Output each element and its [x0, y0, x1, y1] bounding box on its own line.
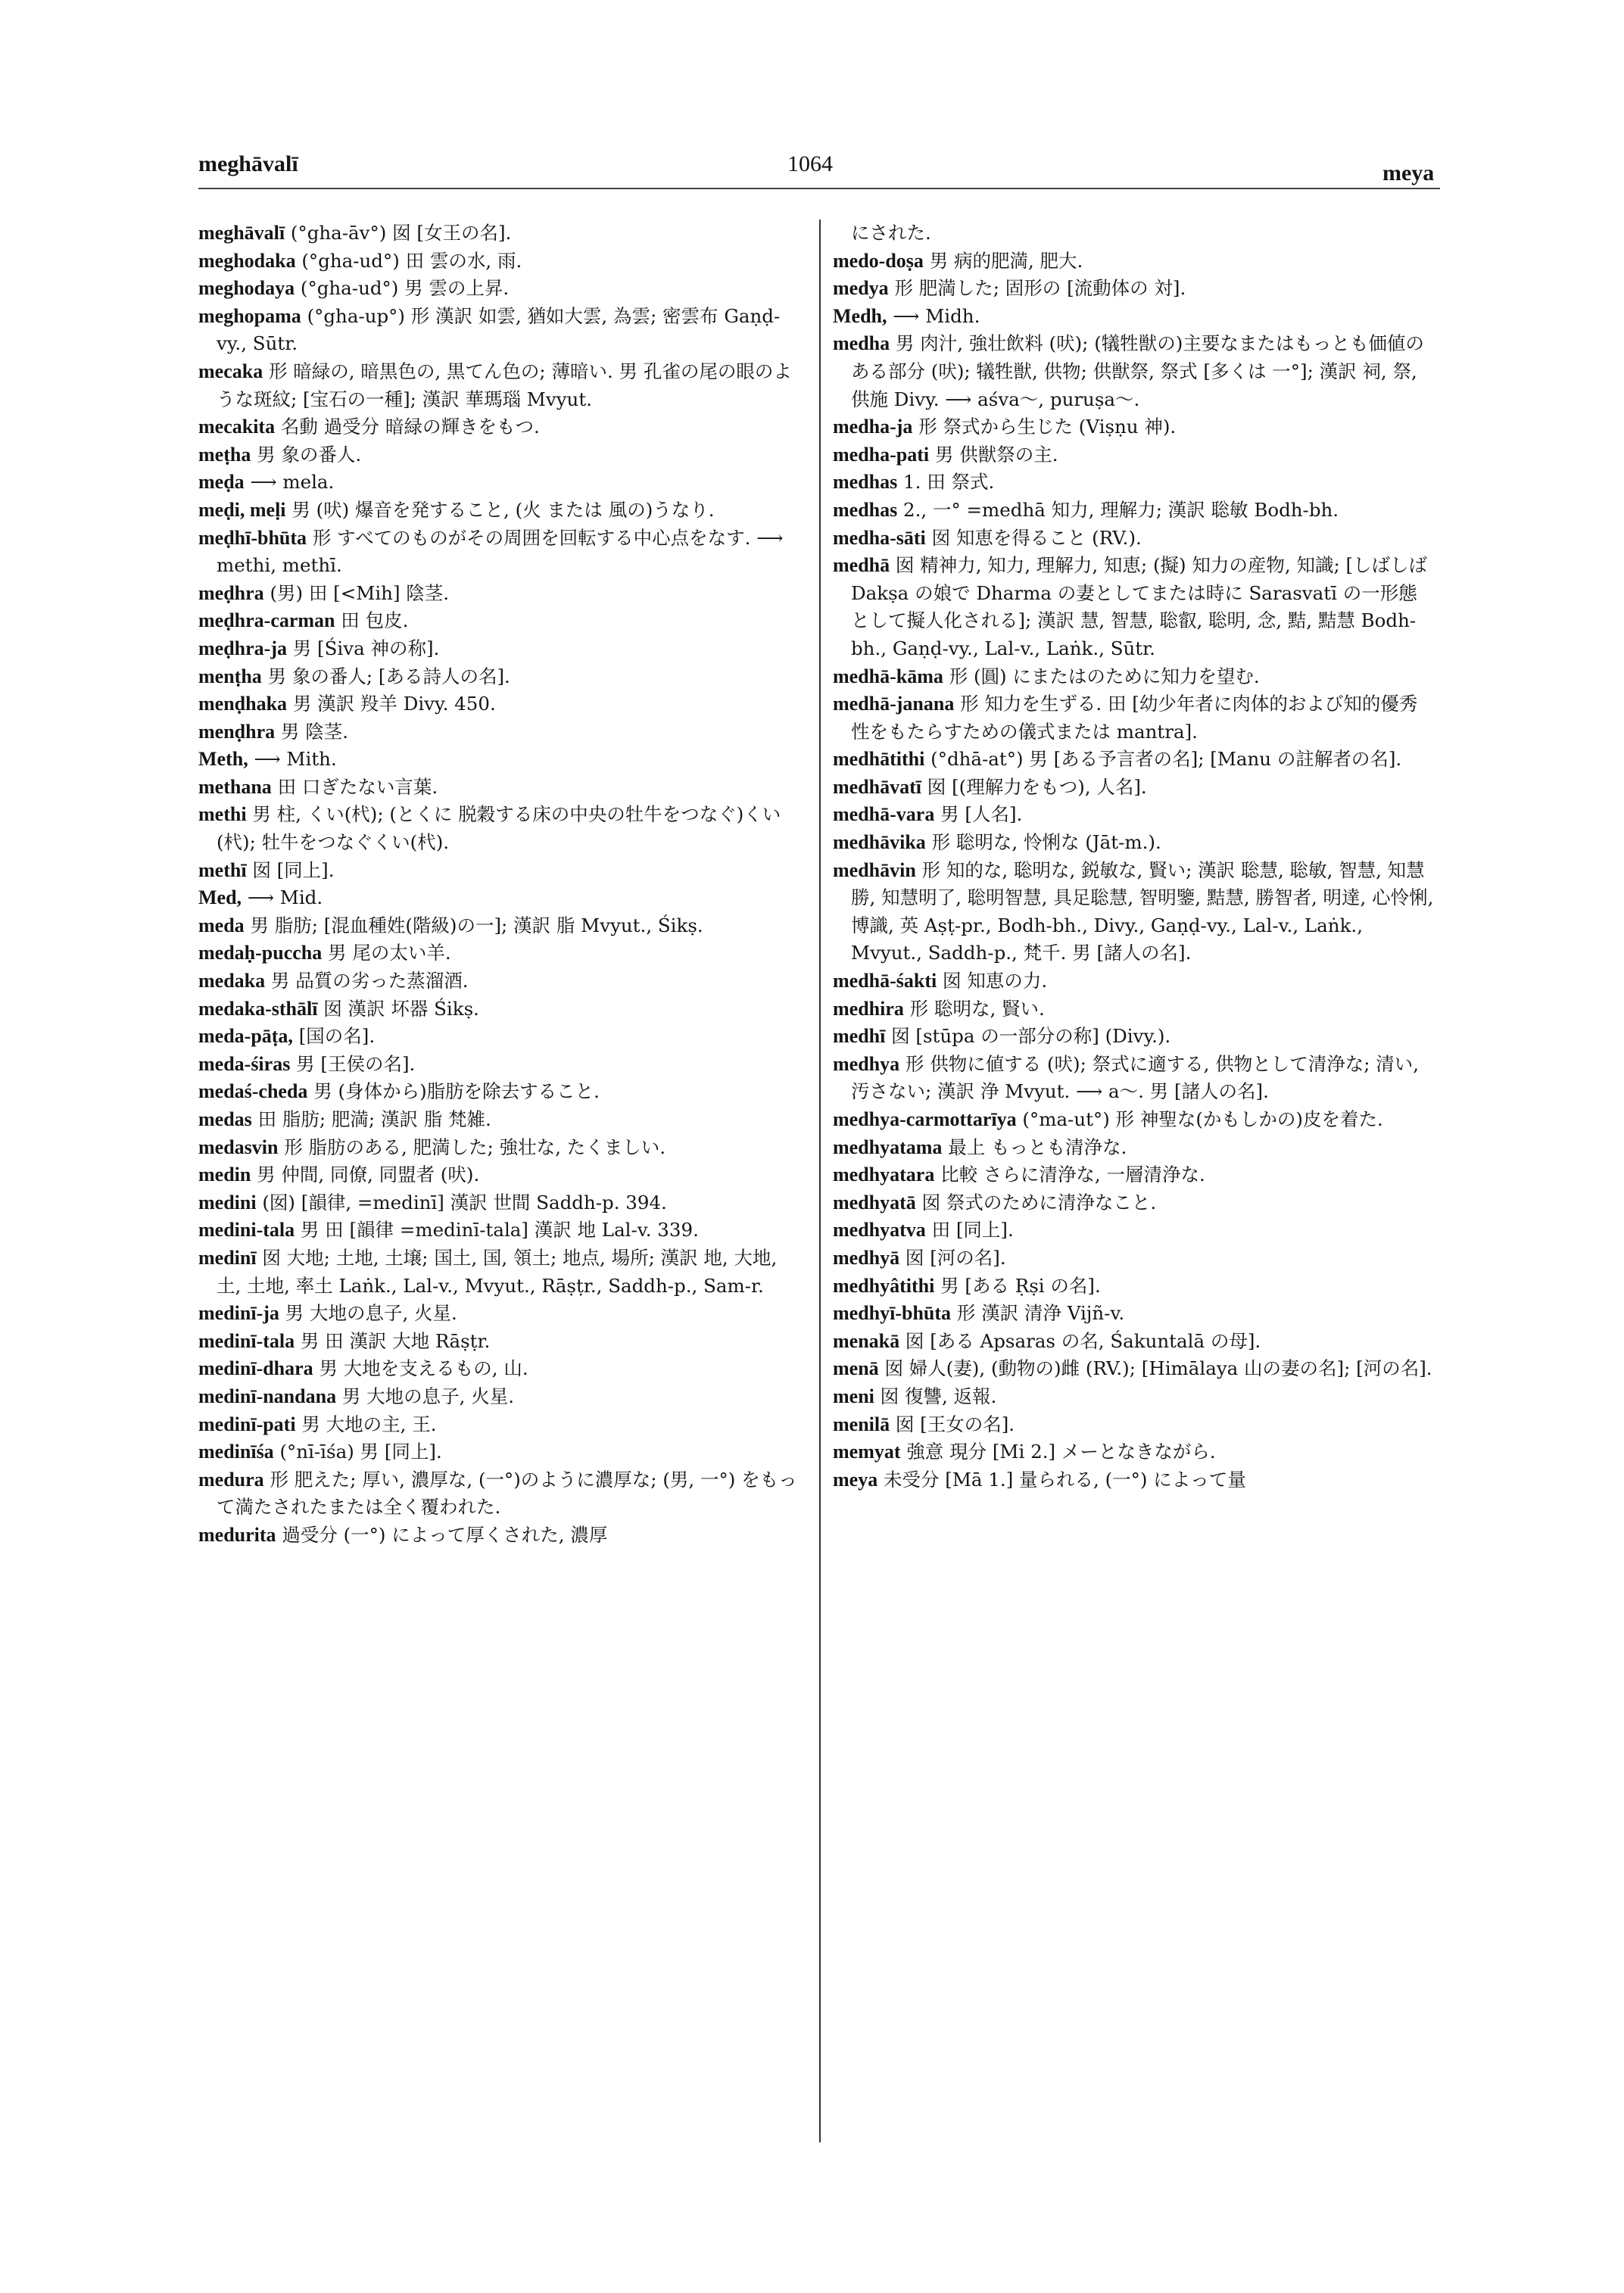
dictionary-entry: [833, 1300, 1435, 1328]
entry-headword: medhira: [833, 997, 904, 1020]
entry-headword: menakā: [833, 1329, 900, 1352]
dictionary-entry: [833, 248, 1435, 276]
entry-definition: 田 脂肪; 肥満; 漢訳 脂 梵雑.: [251, 1108, 491, 1130]
dictionary-entry: [833, 663, 1435, 691]
entry-definition: 1. 田 祭式.: [897, 471, 995, 494]
entry-definition: 形 脂肪のある, 肥満した; 強壮な, たくましい.: [278, 1136, 666, 1158]
entry-definition: ⟶ mela.: [244, 471, 335, 494]
entry-definition: 男 (吠) 爆音を発すること, (火 または 風の)うなり.: [285, 498, 715, 521]
dictionary-entry: [198, 663, 800, 691]
entry-definition: 男 [ある Ṛṣi の名].: [934, 1274, 1101, 1297]
dictionary-entry: [833, 690, 1435, 746]
entry-definition: 形 知的な, 聡明な, 鋭敏な, 賢い; 漢訳 聡慧, 聡敏, 智慧, 知慧勝, 知慧明了, 聡明智慧, 具足聡慧, 智明鑒, 黠慧, 勝智者, 明達, 心怜悧, 博識, 英 Aṣṭ-pr., Bodh-bh., Divy., Gaṇḍ-vy., Lal-v., Laṅk., Mvyut., Saddh-p., 梵千. 男 [諸人の名].: [851, 858, 1434, 964]
entry-headword: medini-tala: [198, 1219, 295, 1242]
dictionary-entry: [833, 1051, 1435, 1106]
entry-definition: (°gha-āv°) 囡 [女王の名].: [285, 222, 512, 244]
entry-definition: 男 [王侯の名].: [290, 1052, 416, 1075]
dictionary-entry: [198, 580, 800, 608]
entry-definition: 囡 [王女の名].: [890, 1413, 1015, 1435]
entry-headword: medinī-pati: [198, 1413, 296, 1435]
entry-headword: medhātithi: [833, 748, 925, 771]
dictionary-entry: [833, 1189, 1435, 1217]
dictionary-entry: [198, 690, 800, 718]
entry-headword: medinī-nandana: [198, 1385, 337, 1407]
entry-definition: (°ma-ut°) 形 神聖な(かもしかの)皮を着た.: [1016, 1108, 1383, 1130]
entry-definition: 形 (圓) にまたはのために知力を望む.: [943, 665, 1260, 687]
entry-headword: meḍa: [198, 471, 245, 494]
entry-headword: medaś-cheda: [198, 1080, 308, 1103]
dictionary-entry: [833, 829, 1435, 857]
dictionary-entry: [833, 413, 1435, 441]
entry-headword: medaḥ-puccha: [198, 942, 323, 964]
entry-definition: 囡 祭式のために清浄なこと.: [915, 1191, 1157, 1213]
entry-headword: mecakita: [198, 416, 276, 438]
dictionary-entry: [833, 1383, 1435, 1411]
entry-definition: 男 大地を支えるもの, 山.: [313, 1357, 528, 1380]
entry-headword: medaka: [198, 970, 266, 992]
entry-headword: medinī-dhara: [198, 1357, 313, 1380]
entry-definition: 2., 一° =medhā 知力, 理解力; 漢訳 聡敏 Bodh-bh.: [897, 498, 1339, 521]
dictionary-entry: [198, 358, 800, 413]
entry-headword: medin: [198, 1164, 251, 1186]
entry-definition: 形 すべてのものがその周囲を回転する中心点をなす. ⟶ methi, methī.: [217, 526, 784, 577]
dictionary-entry: [198, 441, 800, 469]
entry-headword: medinī: [198, 1246, 257, 1269]
entry-definition: 形 漢訳 清浄 Vijñ-v.: [951, 1302, 1125, 1325]
entry-definition: 囡 [ある Apsaras の名, Śakuntalā の母].: [899, 1329, 1261, 1352]
entry-headword: medhyâtithi: [833, 1274, 935, 1297]
entry-definition: 男 (身体から)脂肪を除去すること.: [307, 1080, 600, 1103]
entry-headword: menṭha: [198, 665, 262, 687]
entry-definition: (°gha-ud°) 男 雲の上昇.: [295, 277, 510, 300]
entry-headword: menḍhra: [198, 720, 276, 743]
entry-definition: 未受分 [Mā 1.] 量られる, (一°) によって量: [877, 1468, 1246, 1491]
dictionary-entry: [198, 857, 800, 885]
left-column: [198, 220, 800, 2271]
entry-headword: medura: [198, 1468, 264, 1491]
entry-definition: 男 田 [韻律 =medinī-tala] 漢訳 地 Lal-v. 339.: [295, 1219, 699, 1242]
entry-definition: 囡 漢訳 坏器 Śikṣ.: [317, 997, 479, 1020]
dictionary-entry: [833, 1438, 1435, 1466]
entry-headword: medha-sāti: [833, 526, 926, 549]
entry-headword: menā: [833, 1357, 879, 1380]
entry-headword: medhyatama: [833, 1136, 943, 1158]
entry-headword: medurita: [198, 1523, 276, 1546]
entry-definition: ⟶ Midh.: [887, 304, 980, 327]
dictionary-entry: [833, 275, 1435, 303]
entry-headword: methana: [198, 775, 272, 798]
entry-definition: 男 尾の太い羊.: [322, 942, 451, 964]
entry-headword: medinī-ja: [198, 1302, 279, 1325]
entry-definition: 囡 知恵の力.: [937, 970, 1048, 992]
entry-definition: 強意 現分 [Mi 2.] メーとなきながら.: [900, 1441, 1216, 1463]
dictionary-entry: [198, 774, 800, 802]
entry-headword: meḍhra-ja: [198, 637, 287, 659]
entry-headword: meṭha: [198, 443, 251, 466]
entry-headword: medhyatva: [833, 1219, 926, 1242]
dictionary-entry: [198, 1245, 800, 1300]
entry-headword: meda-śiras: [198, 1052, 291, 1075]
entry-headword: meda: [198, 914, 245, 936]
dictionary-entry: [833, 1466, 1435, 1494]
dictionary-entry: [833, 1023, 1435, 1051]
entry-definition: 囡 知恵を得ること (RV.).: [925, 526, 1142, 549]
entry-definition: 男 大地の息子, 火星.: [336, 1385, 515, 1407]
entry-headword: medini: [198, 1191, 257, 1213]
dictionary-entry: [833, 1134, 1435, 1162]
entry-headword: meghopama: [198, 304, 301, 327]
entry-definition: 形 聡明な, 怜悧な (Jāt-m.).: [925, 831, 1161, 854]
dictionary-entry: [198, 1106, 800, 1134]
dictionary-entry: [833, 1245, 1435, 1273]
entry-headword: medhā-kāma: [833, 665, 943, 687]
entry-definition: 男 品質の劣った蒸溜酒.: [265, 970, 469, 992]
entry-definition: 男 [Śiva 神の称].: [286, 637, 440, 659]
entry-headword: meghodaya: [198, 277, 295, 300]
dictionary-entry: [198, 1300, 800, 1328]
entry-headword: medhya: [833, 1052, 900, 1075]
entry-definition: 男 供獣祭の主.: [929, 443, 1058, 466]
dictionary-entry: [833, 220, 1435, 248]
entry-definition: (°gha-up°) 形 漢訳 如雲, 猶如大雲, 為雲; 密雲布 Gaṇḍ-vy., Sūtr.: [217, 304, 781, 355]
entry-headword: meḍi, meḷi: [198, 498, 286, 521]
dictionary-entry: [198, 1411, 800, 1439]
dictionary-entry: [198, 1078, 800, 1106]
dictionary-entry: [198, 912, 800, 940]
entry-definition: 男 大地の主, 王.: [295, 1413, 437, 1435]
dictionary-entry: [833, 1106, 1435, 1134]
entry-headword: medha: [833, 332, 890, 355]
entry-definition: にされた.: [851, 222, 931, 244]
entry-definition: 男 病的肥満, 肥大.: [923, 249, 1083, 272]
entry-definition: (°dhā-at°) 男 [ある予言者の名]; [Manu の註解者の名].: [924, 748, 1402, 771]
dictionary-entry: [198, 801, 800, 856]
entry-definition: 比較 さらに清浄な, 一層清浄な.: [934, 1164, 1205, 1186]
entry-headword: meghodaka: [198, 249, 296, 272]
dictionary-entry: [833, 330, 1435, 413]
entry-headword: mecaka: [198, 360, 263, 382]
entry-definition: 男 田 漢訳 大地 Rāṣṭr.: [295, 1329, 491, 1352]
entry-headword: medhāvin: [833, 858, 916, 881]
entry-headword: meni: [833, 1385, 874, 1407]
entry-headword: Meth,: [198, 748, 248, 771]
dictionary-entry: [198, 1134, 800, 1162]
dictionary-entry: [198, 1466, 800, 1522]
entry-definition: 囡 婦人(妻), (動物の)雌 (RV.); [Himālaya 山の妻の名]; [河の名].: [878, 1357, 1432, 1380]
entry-definition: (°gha-ud°) 田 雲の水, 雨.: [295, 249, 522, 272]
dictionary-entry: [198, 1217, 800, 1245]
entry-headword: medhā: [833, 554, 890, 577]
entry-definition: 囡 復讐, 返報.: [874, 1385, 997, 1407]
entry-definition: 田 包皮.: [335, 609, 409, 632]
dictionary-entry: [198, 413, 800, 441]
entry-headword: medhas: [833, 471, 898, 494]
dictionary-entry: [198, 497, 800, 525]
dictionary-entry: [198, 635, 800, 663]
entry-definition: 男 陰茎.: [275, 720, 348, 743]
entry-headword: medha-ja: [833, 416, 913, 438]
entry-headword: Med,: [198, 886, 242, 909]
entry-headword: medo-doṣa: [833, 249, 924, 272]
entry-headword: medaka-sthālī: [198, 997, 318, 1020]
entry-definition: 田 口ぎたない言葉.: [271, 775, 438, 798]
entry-headword: medhā-śakti: [833, 970, 937, 992]
entry-definition: (男) 田 [<Mih] 陰茎.: [263, 581, 450, 604]
entry-headword: medhī: [833, 1025, 886, 1048]
entry-definition: 囡 精神力, 知力, 理解力, 知恵; (擬) 知力の産物, 知識; [しばしば Dakṣa の娘で Dharma の妻としてまたは時に Sarasvatī の一形態として擬人化される]; 漢訳 慧, 智慧, 聡叡, 聡明, 念, 黠, 黠慧 Bodh-bh., Gaṇḍ-vy., Lal-v., Laṅk., Sūtr.: [851, 554, 1428, 659]
dictionary-entry: [833, 552, 1435, 662]
dictionary-entry: [198, 995, 800, 1023]
dictionary-entry: [198, 1383, 800, 1411]
entry-headword: medhā-vara: [833, 803, 935, 826]
entry-headword: medhāvika: [833, 831, 926, 854]
entry-headword: meḍhra-carman: [198, 609, 335, 632]
entry-definition: 最上 もっとも清浄な.: [942, 1136, 1127, 1158]
dictionary-entry: [198, 1189, 800, 1217]
entry-headword: menilā: [833, 1413, 890, 1435]
entry-headword: methī: [198, 858, 247, 881]
dictionary-entry: [198, 884, 800, 912]
entry-headword: medhas: [833, 498, 898, 521]
dictionary-entry: [833, 857, 1435, 967]
entry-definition: 形 肥満した; 固形の [流動体の 対].: [888, 277, 1186, 300]
entry-headword: menḍhaka: [198, 693, 288, 715]
entry-headword: methi: [198, 803, 247, 826]
dictionary-entry: [198, 1051, 800, 1079]
entry-headword: medinī-tala: [198, 1329, 295, 1352]
entry-definition: 形 知力を生ずる. 田 [幼少年者に肉体的および知的優秀性をもたらすための儀式または mantra].: [851, 693, 1418, 743]
entry-definition: 囡 [stūpa の一部分の称] (Divy.).: [885, 1025, 1171, 1048]
entry-headword: medhyatara: [833, 1164, 935, 1186]
dictionary-entry: [198, 525, 800, 580]
dictionary-entry: [833, 441, 1435, 469]
entry-definition: 過受分 (一°) によって厚くされた, 濃厚: [276, 1523, 608, 1546]
dictionary-entry: [198, 746, 800, 774]
entry-definition: 男 漢訳 羖羊 Divy. 450.: [287, 693, 496, 715]
dictionary-entry: [833, 469, 1435, 497]
entry-headword: meya: [833, 1468, 878, 1491]
entry-headword: medas: [198, 1108, 252, 1130]
dictionary-entry: [833, 1217, 1435, 1245]
entry-definition: 名動 過受分 暗緑の輝きをもつ.: [275, 416, 540, 438]
entry-headword: meḍhra: [198, 581, 264, 604]
dictionary-entry: [833, 1161, 1435, 1189]
entry-headword: medhyatā: [833, 1191, 916, 1213]
entry-definition: 男 象の番人; [ある詩人の名].: [261, 665, 510, 687]
entry-definition: ⟶ Mid.: [242, 886, 323, 909]
entry-definition: 男 脂肪; [混血種姓(階級)の一]; 漢訳 脂 Mvyut., Śikṣ.: [244, 914, 703, 936]
dictionary-entry: [833, 995, 1435, 1023]
entry-definition: 形 肥えた; 厚い, 濃厚な, (一°)のように濃厚な; (男, 一°) をもって満たされたまたは全く覆われた.: [217, 1468, 797, 1519]
dictionary-entry: [198, 1355, 800, 1383]
entry-definition: 男 仲間, 同僚, 同盟者 (吠).: [251, 1164, 480, 1186]
entry-headword: medhya-carmottarīya: [833, 1108, 1017, 1130]
entry-headword: medya: [833, 277, 889, 300]
page-number: 1064: [787, 151, 833, 176]
entry-definition: 形 暗緑の, 暗黒色の, 黒てん色の; 薄暗い. 男 孔雀の尾の眼のような斑紋; [宝石の一種]; 漢訳 華瑪瑙 Mvyut.: [217, 360, 792, 410]
dictionary-entry: [198, 1161, 800, 1189]
entry-headword: medhyī-bhūta: [833, 1302, 952, 1325]
entry-definition: 男 柱, くい(杙); (とくに 脱穀する床の中央の牡牛をつなぐ)くい (杙); 牡牛をつなぐくい(杙).: [217, 803, 781, 854]
entry-definition: (囡) [韻律, =medinī] 漢訳 世間 Saddh-p. 394.: [256, 1191, 667, 1213]
dictionary-entry: [198, 967, 800, 995]
entry-definition: 形 供物に値する (吠); 祭式に適する, 供物として清浄な; 清い, 汚さない; 漢訳 浄 Mvyut. ⟶ a〜. 男 [諸人の名].: [851, 1052, 1420, 1103]
entry-headword: Medh,: [833, 304, 887, 327]
dictionary-entry: [198, 607, 800, 635]
entry-headword: medasvin: [198, 1136, 279, 1158]
entry-definition: ⟶ Mith.: [248, 748, 337, 771]
entry-definition: [国の名].: [292, 1025, 376, 1048]
column-divider: [819, 220, 821, 2142]
dictionary-entry: [198, 220, 800, 248]
entry-definition: 男 大地の息子, 火星.: [279, 1302, 457, 1325]
entry-headword: medha-pati: [833, 443, 930, 466]
entry-definition: 形 祭式から生じた (Viṣṇu 神).: [912, 416, 1177, 438]
entry-definition: 男 [人名].: [934, 803, 1023, 826]
dictionary-entry: [198, 275, 800, 303]
running-head-left: meghāvalī: [198, 151, 298, 176]
entry-definition: (°nī-īśa) 男 [同上].: [273, 1441, 442, 1463]
dictionary-entry: [198, 718, 800, 746]
entry-definition: 男 象の番人.: [251, 443, 362, 466]
entry-definition: 囡 [(理解力をもつ), 人名].: [921, 775, 1147, 798]
entry-definition: 男 肉汁, 強壮飲料 (吠); (犠牲獣の)主要なまたはもっとも価値のある部分 (吠); 犠牲獣, 供物; 供獣祭, 祭式 [多くは 一°]; 漢訳 祠, 祭, 供施 Divy. ⟶ aśva〜, puruṣa〜.: [851, 332, 1424, 410]
dictionary-entry: [833, 303, 1435, 331]
entry-headword: medhā-janana: [833, 693, 955, 715]
dictionary-entry: [833, 1328, 1435, 1356]
entry-definition: 囡 [同上].: [246, 858, 335, 881]
dictionary-entry: [198, 469, 800, 497]
dictionary-entry: [833, 497, 1435, 525]
dictionary-entry: [833, 801, 1435, 829]
running-head-right: meya: [1382, 160, 1435, 185]
entry-headword: medhāvatī: [833, 775, 921, 798]
dictionary-entry: [833, 1273, 1435, 1301]
dictionary-entry: [198, 1438, 800, 1466]
dictionary-entry: [833, 967, 1435, 995]
dictionary-entry: [198, 303, 800, 358]
entry-definition: 囡 [河の名].: [899, 1246, 1006, 1269]
entry-headword: medinīśa: [198, 1441, 274, 1463]
dictionary-entry: [198, 1328, 800, 1356]
entry-headword: memyat: [833, 1441, 901, 1463]
dictionary-entry: [198, 1522, 800, 1550]
entry-definition: 囡 大地; 土地, 土壌; 国土, 国, 領土; 地点, 場所; 漢訳 地, 大地, 土, 土地, 率土 Laṅk., Lal-v., Mvyut., Rāṣṭr., Saddh-p., Sam-r.: [217, 1246, 778, 1297]
entry-headword: meda-pāṭa,: [198, 1025, 293, 1048]
header-rule: [198, 188, 1440, 189]
entry-headword: meḍhī-bhūta: [198, 526, 307, 549]
dictionary-entry: [833, 1355, 1435, 1383]
right-column: [833, 220, 1435, 2271]
dictionary-entry: [198, 1023, 800, 1051]
entry-headword: medhyā: [833, 1246, 900, 1269]
entry-definition: 田 [同上].: [925, 1219, 1014, 1242]
dictionary-entry: [198, 939, 800, 967]
dictionary-entry: [198, 248, 800, 276]
entry-headword: meghāvalī: [198, 222, 285, 244]
dictionary-entry: [833, 774, 1435, 802]
dictionary-entry: [833, 1411, 1435, 1439]
dictionary-entry: [833, 525, 1435, 553]
dictionary-entry: [833, 746, 1435, 774]
entry-definition: 形 聡明な, 賢い.: [903, 997, 1045, 1020]
